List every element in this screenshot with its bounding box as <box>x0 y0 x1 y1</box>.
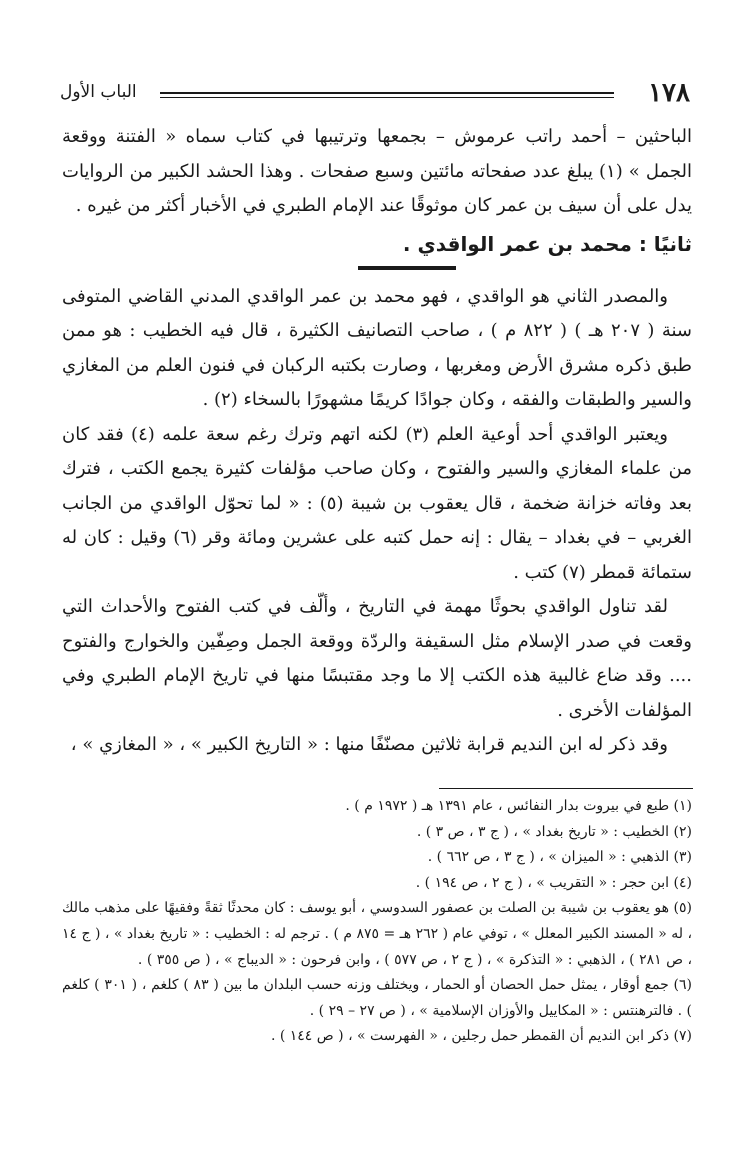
paragraph-1: الباحثين – أحمد راتب عرموش – بجمعها وترتيبها في كتاب سماه « الفتنة ووقعة الجمل » (١) يبلغ عدد صفحاته مائتين وسبع صفحات . وهذا الحشد الكبير من الروايات يدل على أن سيف بن عمر كان موثوقًا عند الإمام الطبري في الأخبار أكثر من غيره . <box>62 126 692 216</box>
paragraph-3: ويعتبر الواقدي أحد أوعية العلم (٣) لكنه اتهم وترك رغم سعة علمه (٤) فقد كان من علماء المغازي والسير والفتوح ، وكان صاحب مؤلفات كثيرة يجمع الكتب ، فترك بعد وفاته خزانة ضخمة ، قال يعقوب بن شيبة (٥) : « لما تحوّل الواقدي من الجانب الغربي – في بغداد – يقال : إنه حمل كتبه على عشرين ومائة وقر (٦) وقيل : كان له ستمائة قمطر (٧) كتب . <box>62 423 692 583</box>
main-text <box>62 120 692 763</box>
heading-underline <box>358 266 456 270</box>
paragraph-5: وقد ذكر له ابن النديم قرابة ثلاثين مصنّفًا منها : « التاريخ الكبير » ، « المغازي » ، <box>70 734 668 755</box>
footnote-separator <box>439 788 693 789</box>
footnote-7: (٧) ذكر ابن النديم أن القمطر حمل رجلين ، « الفهرست » ، ( ص ١٤٤ ) . <box>270 1028 692 1045</box>
chapter-title: الباب الأول <box>60 82 137 102</box>
page-number: ١٧٨ <box>648 78 690 108</box>
header-rule <box>160 92 614 98</box>
section-heading: ثانيًا : محمد بن عمر الواقدي . <box>402 231 692 256</box>
footnote-4: (٤) ابن حجر : « التقريب » ، ( ج ٢ ، ص ١٩٤ ) . <box>415 874 692 891</box>
footnote-2: (٢) الخطيب : « تاريخ بغداد » ، ( ج ٣ ، ص ٣ ) . <box>416 823 692 840</box>
page-header <box>60 78 690 114</box>
paragraph-2: والمصدر الثاني هو الواقدي ، فهو محمد بن عمر الواقدي المدني القاضي المتوفى سنة ( ٢٠٧ هـ ) ( ٨٢٢ م ) ، صاحب التصانيف الكثيرة ، قال فيه الخطيب : هو ممن طبق ذكره مشرق الأرض ومغربها ، وصارت بكتبه الركبان في فنون العلم من المغازي والسير والطبقات والفقه ، وكان جوادًا كريمًا مشهورًا بالسخاء (٢) . <box>62 285 692 410</box>
footnote-1: (١) طبع في بيروت بدار النفائس ، عام ١٣٩١ هـ ( ١٩٧٢ م ) . <box>345 798 692 814</box>
paragraph-4: لقد تناول الواقدي بحوثًا مهمة في التاريخ ، وألّف في كتب الفتوح والأحداث التي وقعت في صدر الإسلام مثل السقيفة والردّة ووقعة الجمل وصِفّين والخوارج والفتوح .... وقد ضاع غالبية هذه الكتب إلا ما وجد مقتبسًا منها في تاريخ الإمام الطبري وفي المؤلفات الأخرى . <box>62 596 692 721</box>
footnotes <box>62 794 692 1050</box>
footnote-5: (٥) هو يعقوب بن شيبة بن الصلت بن عصفور السدوسي ، أبو يوسف : كان محدثًا ثقةً وفقيهًا على مذهب مالك ، له « المسند الكبير المعلل » ، توفي عام ( ٢٦٢ هـ = ٨٧٥ م ) . ترجم له : الخطيب : « تاريخ بغداد » ، ( ج ١٤ ، ص ٢٨١ ) ، الذهبي : « التذكرة » ، ( ج ٢ ، ص ٥٧٧ ) ، وابن فرحون : « الديباج » ، ( ص ٣٥٥ ) . <box>62 900 692 968</box>
footnote-6: (٦) جمع أوقار ، يمثل حمل الحصان أو الحمار ، ويختلف وزنه حسب البلدان ما بين ( ٨٣ ) كلغم ، ( ٣٠١ ) كلغم ) . فالترهنتس : « المكاييل والأوزان الإسلامية » ، ( ص ٢٧ – ٢٩ ) . <box>62 977 692 1019</box>
footnote-3: (٣) الذهبي : « الميزان » ، ( ج ٣ ، ص ٦٦٢ ) . <box>427 849 692 866</box>
